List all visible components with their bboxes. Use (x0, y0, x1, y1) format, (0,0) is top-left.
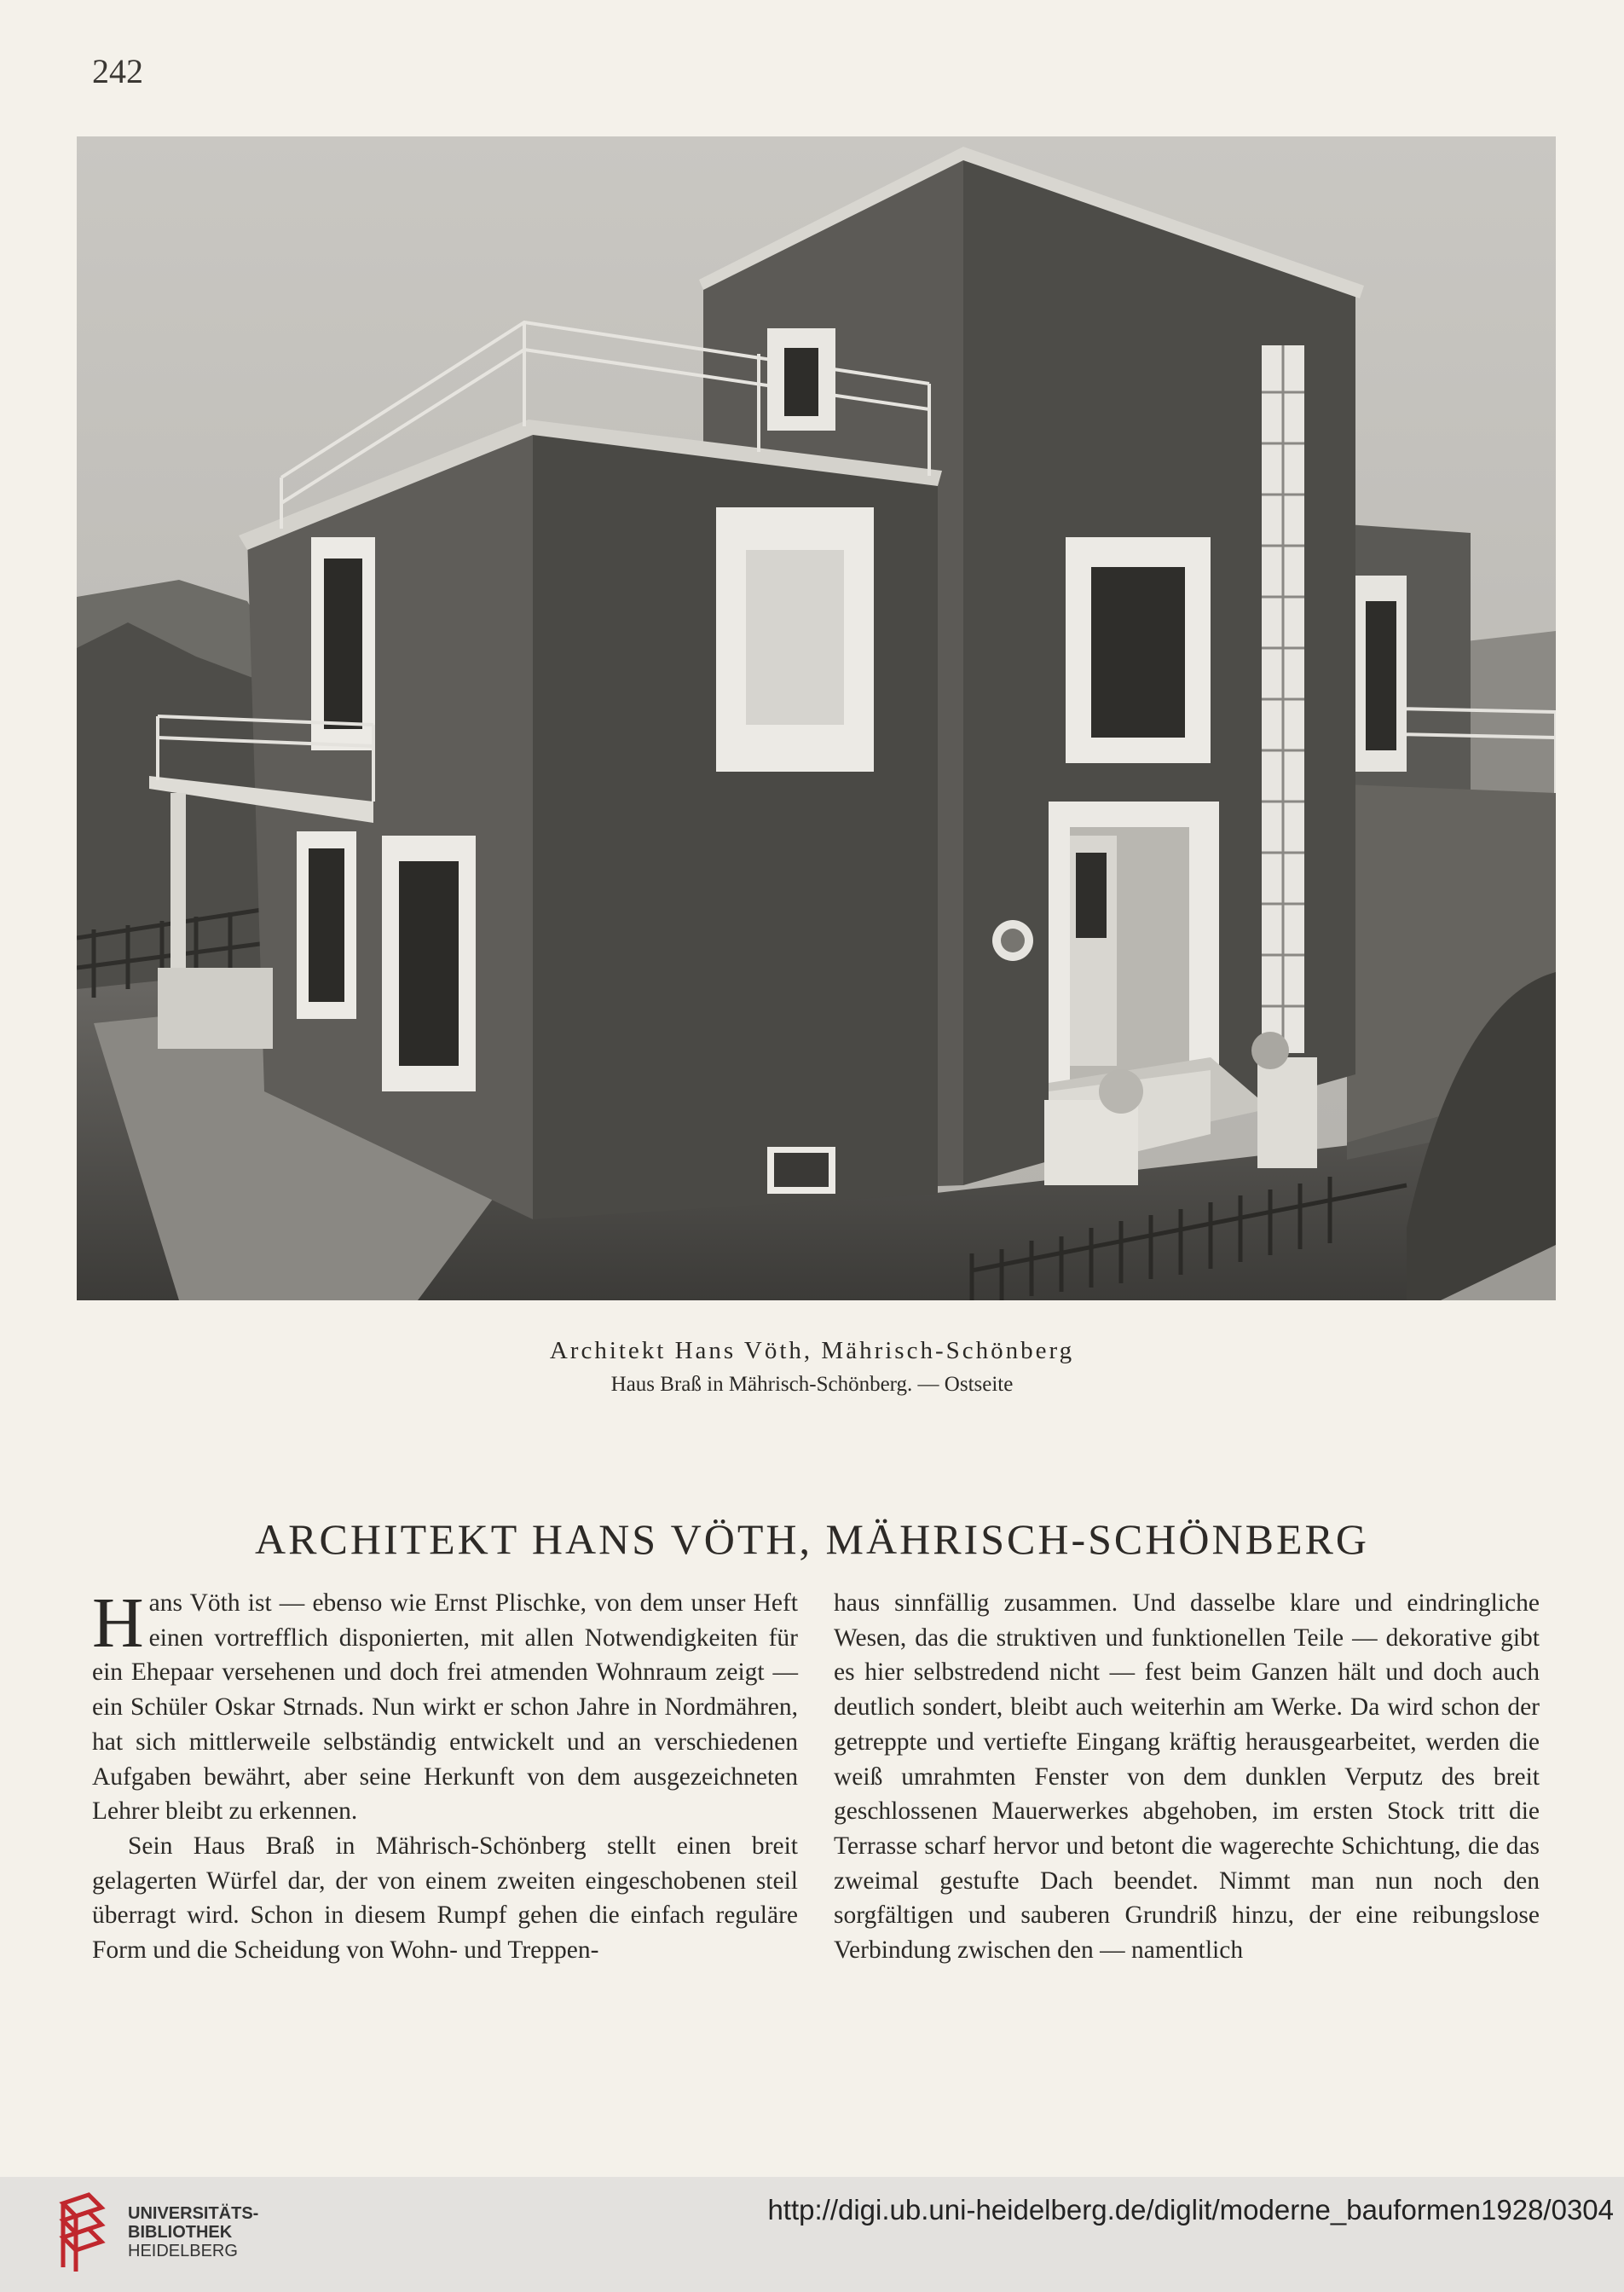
figure-caption-title: Haus Braß in Mährisch-Schönberg. — Ostseite (610, 1373, 1014, 1396)
article-title: ARCHITEKT HANS VÖTH, MÄHRISCH-SCHÖNBERG (255, 1515, 1369, 1563)
library-name (128, 2204, 258, 2260)
source-url-link[interactable]: http://digi.ub.uni-heidelberg.de/diglit/moderne_bauformen1928/0304 (767, 2194, 1614, 2225)
page-number: 242 (92, 52, 143, 90)
article-column-right (834, 1586, 1540, 1968)
library-footer-bar (0, 2177, 1624, 2292)
article-paragraph: haus sinnfällig zusammen. Und dasselbe klare und eindringliche Wesen, das die struktiven und funktionellen Teile — dekorative gibt es hier selbstredend nicht — fest beim Ganzen hält und doch auch deutlich sondert, bleibt auch weiterhin am Werke. Da wird schon der getreppte und vertiefte Eingang kräftig herausgearbeitet, werden die weiß umrahmten Fenster von dem dunklen Verputz des breit geschlossenen Mauerwerkes abgehoben, im ersten Stock tritt die Terrasse scharf hervor und betont die wagerechte Schichtung, die das zweimal gestufte Dach beendet. Nimmt man nun noch den sorgfältigen und sauberen Grundriß hinzu, der eine reibungslose Verbindung zwischen den — namentlich (834, 1589, 1540, 1965)
library-name-line: HEIDELBERG (128, 2242, 238, 2260)
article-paragraph: Sein Haus Braß in Mährisch-Schönberg stellt einen breit gelagerten Würfel dar, der von einem zweiten eingeschobenen steil überragt wird. Schon in diesem Rumpf gehen die einfach reguläre Form und die Scheidung von Wohn- und Treppen- (92, 1832, 798, 1965)
library-logo-icon (55, 2191, 114, 2276)
article-paragraph-text: ans Vöth ist — ebenso wie Ernst Plischke, von dem unser Heft einen vortrefflich disponierten, mit allen Notwendigkeiten für ein Ehepaar versehenen und doch frei atmenden Wohnraum zeigt — ein Schüler Oskar Strnads. Nun wirkt er schon Jahre in Nordmähren, hat sich mittlerweile selbständig entwickelt und an verschiedenen Aufgaben bewährt, aber seine Herkunft von dem ausgezeichneten Lehrer bleibt zu erkennen. (92, 1589, 798, 1826)
drop-cap: H (92, 1583, 144, 1663)
house-photograph (77, 136, 1556, 1300)
library-name-line: UNIVERSITÄTS- (128, 2204, 259, 2223)
library-name-line: BIBLIOTHEK (128, 2223, 233, 2242)
article-paragraph (92, 1583, 798, 1829)
article-column-left (92, 1583, 798, 1968)
figure-caption-credit: Architekt Hans Vöth, Mährisch-Schönberg (549, 1337, 1075, 1364)
